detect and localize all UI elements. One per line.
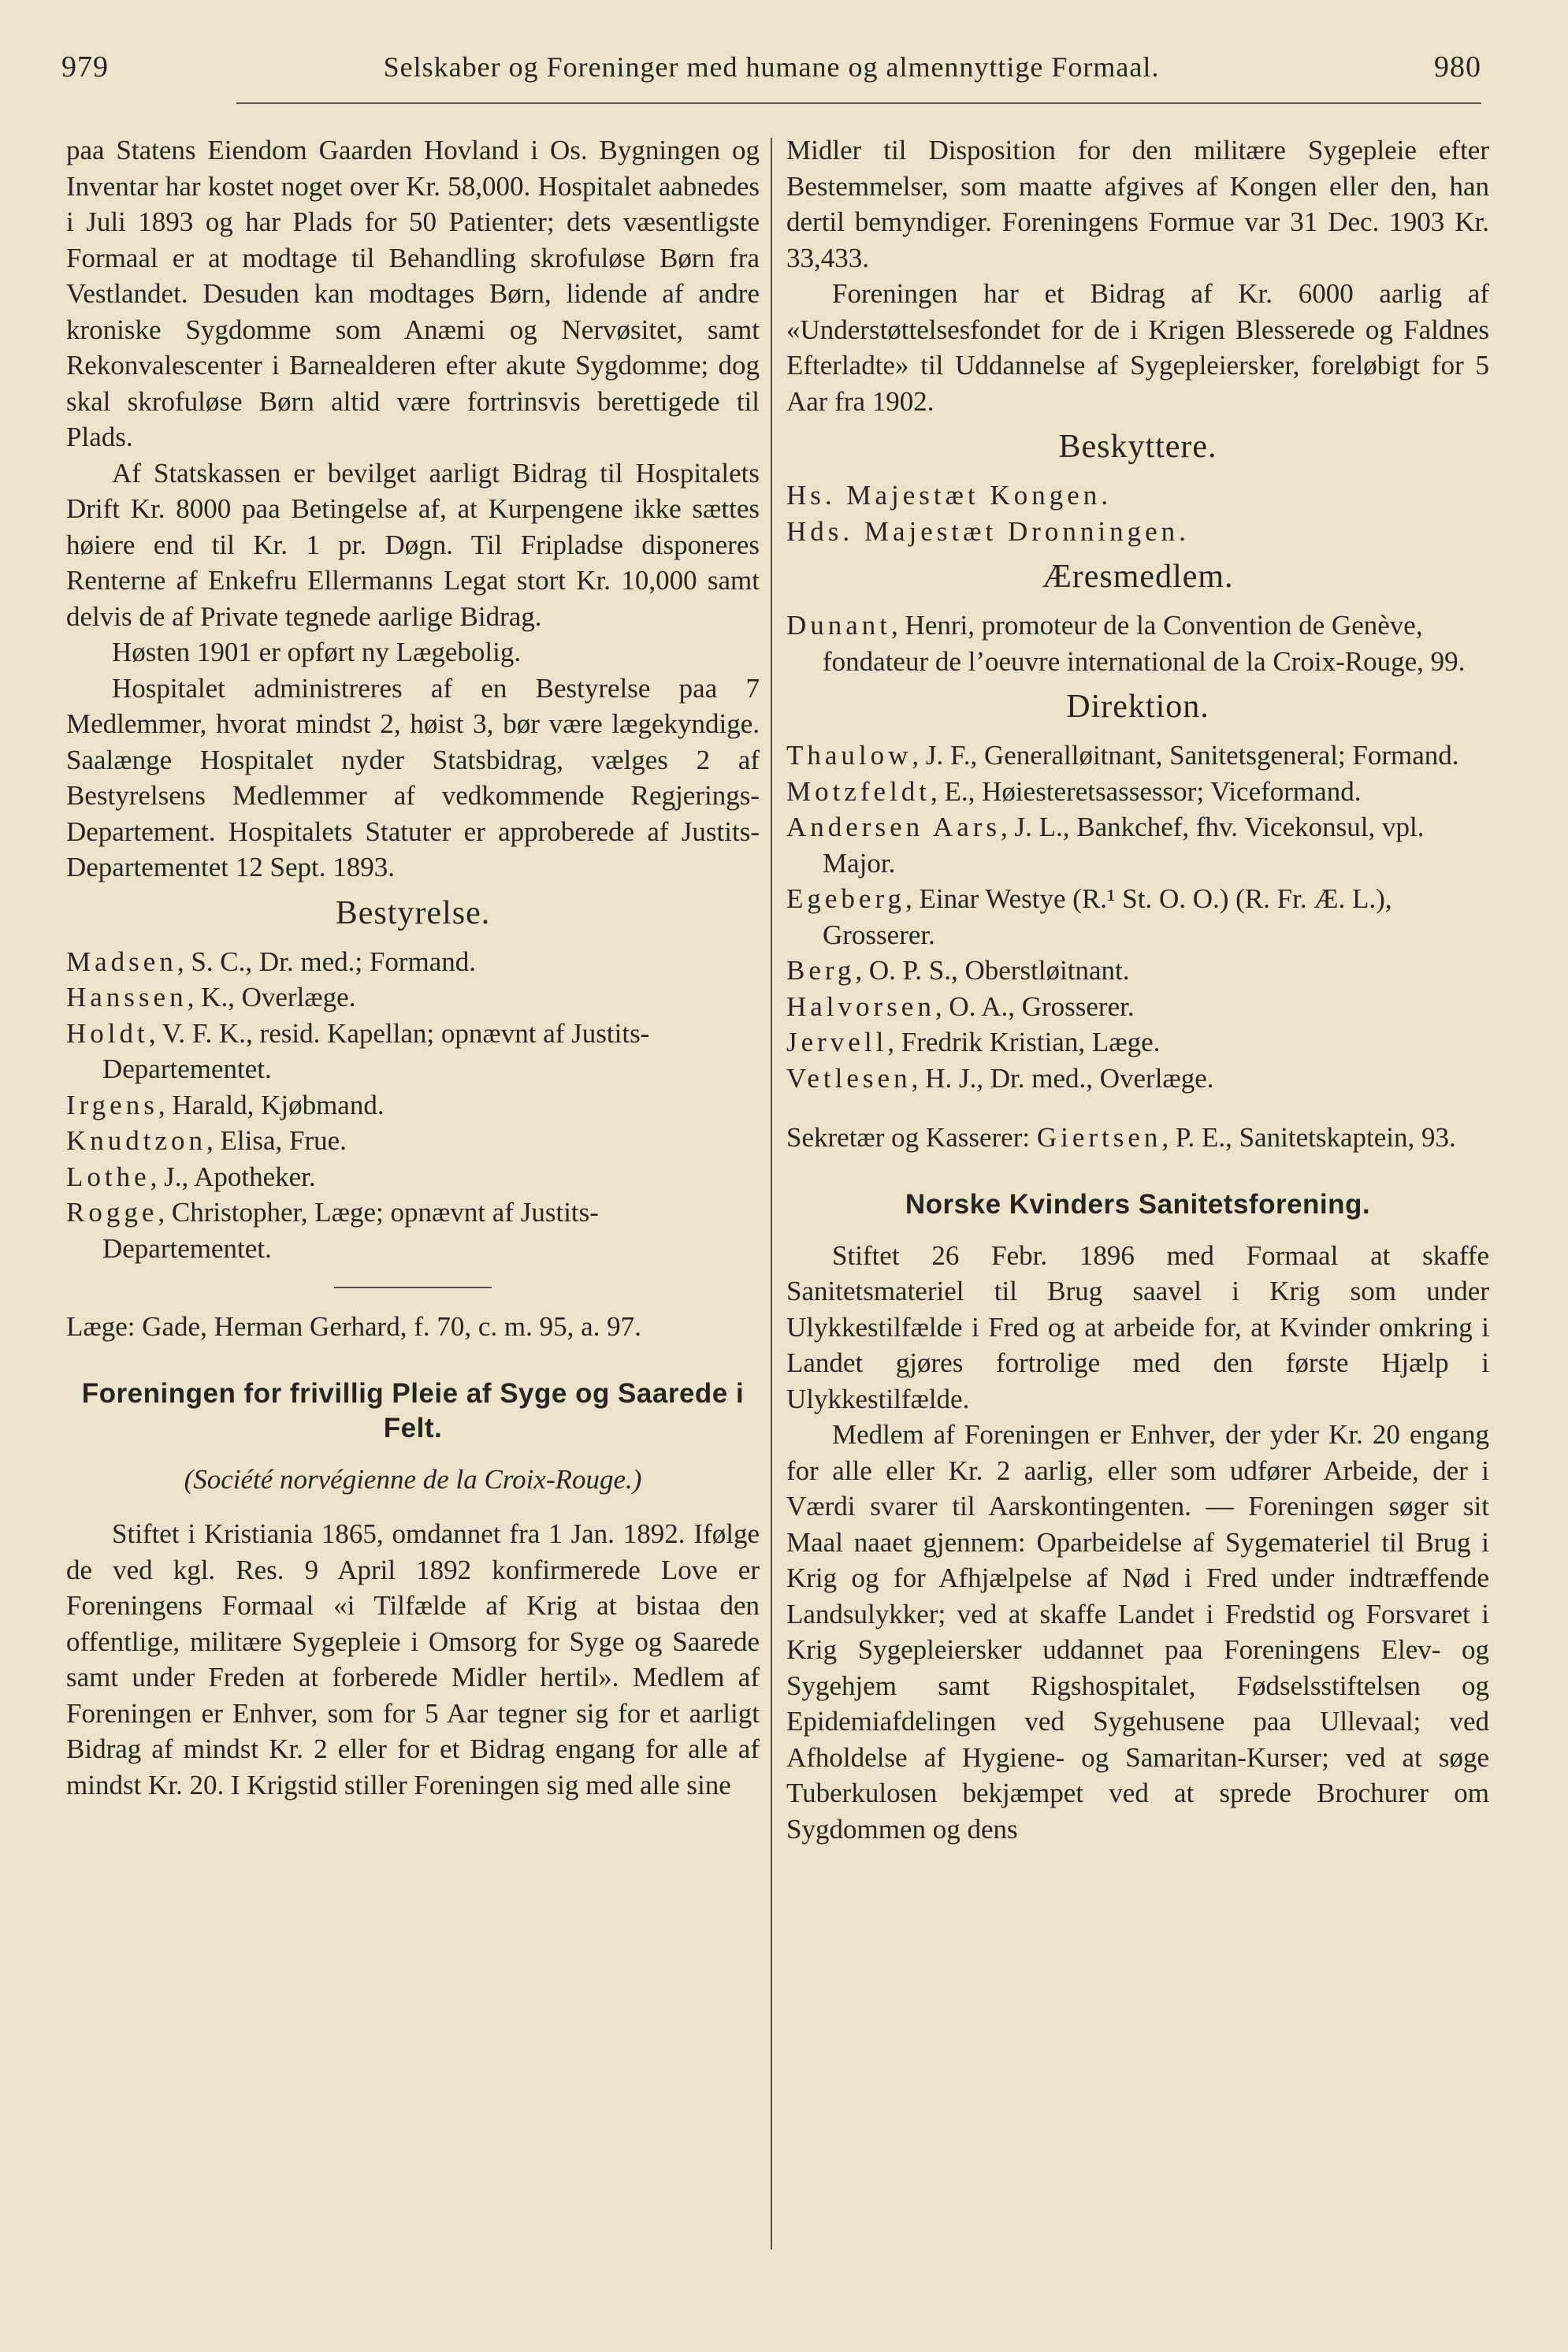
- section-heading-norske-kvinders: Norske Kvinders Sanitetsforening.: [905, 1188, 1371, 1220]
- member-name: Motzfeldt: [786, 775, 931, 807]
- member-name: Thaulow: [786, 740, 912, 771]
- list-item: [66, 1159, 760, 1195]
- left-column: [66, 132, 760, 1803]
- member-name: Berg: [786, 955, 856, 986]
- member-name: Rogge: [66, 1197, 158, 1228]
- paragraph: Midler til Disposition for den militære Sygepleie efter Bestemmelser, som maatte afgives af Kongen eller den, han dertil bemyndiger. Foreningens Formue var 31 Dec. 1903 Kr. 33,433.: [786, 135, 1489, 273]
- paragraph: Høsten 1901 er opført ny Lægebolig.: [112, 637, 522, 667]
- member-name: Halvorsen: [786, 990, 935, 1022]
- paragraph: Af Statskassen er bevilget aarligt Bidrag til Hospitalets Drift Kr. 8000 paa Betingelse af, at Kurpengene ikke sættes høiere end til Kr. 1 pr. Døgn. Til Fripladse disponeres Renterne af Enkefru Ellermanns Legat stort Kr. 10,000 samt delvis de af Private tegnede aarlige Bidrag.: [66, 457, 760, 632]
- member-details: , O. P. S., Oberstløitnant.: [855, 955, 1130, 986]
- member-details: , E., Høiesteretsassessor; Viceformand.: [931, 775, 1362, 807]
- list-item: [786, 1061, 1489, 1097]
- section-subtitle: (Société norvégienne de la Croix-Rouge.): [184, 1463, 642, 1495]
- member-details: , O. A., Grosserer.: [934, 990, 1135, 1022]
- member-details: , Henri, promoteur de la Convention de Genève, fondateur de l’oeuvre international de la Croix-Rouge, 99.: [823, 610, 1466, 677]
- section-rule: [334, 1287, 492, 1288]
- running-header: [61, 43, 1481, 91]
- member-name: Jervell: [786, 1027, 888, 1057]
- member-details: , P. E., Sanitetskaptein, 93.: [1161, 1122, 1456, 1153]
- page-number-left: 979: [61, 50, 109, 84]
- paragraph: Stiftet 26 Febr. 1896 med Formaal at skaffe Sanitetsmateriel til Brug saavel i Krig som under Ulykkestilfælde i Fred og at arbeide for, at Kvinder omkring i Landet gjøres fortrolige med den første Hjælp i Ulykkestilfælde.: [786, 1239, 1489, 1414]
- laege-entry: Læge: Gade, Herman Gerhard, f. 70, c. m. 95, a. 97.: [66, 1311, 641, 1342]
- bestyrelse-list: [66, 944, 760, 1267]
- member-details: , V. F. K., resid. Kapellan; opnævnt af Justits-Departementet.: [102, 1017, 650, 1084]
- spacer: [786, 1096, 1489, 1120]
- paragraph: Hospitalet administreres af en Bestyrelse paa 7 Medlemmer, hvorat mindst 2, høist 3, bør være lægekyndige. Saalænge Hospitalet nyder Statsbidrag, vælges 2 af Bestyrelsens Medlemmer af vedkommende Regjerings-Departement. Hospitalets Statuter er approberede af Justits-Departementet 12 Sept. 1893.: [66, 672, 760, 882]
- section-heading-beskyttere: Beskyttere.: [1058, 429, 1217, 465]
- member-name: Knudtzon: [66, 1125, 207, 1156]
- member-name: Lothe: [66, 1161, 150, 1192]
- list-item: [786, 809, 1489, 881]
- member-details: , J. F., Generalløitnant, Sanitetsgeneral; Formand.: [912, 740, 1459, 771]
- member-name: Hanssen: [66, 982, 188, 1013]
- paragraph: Medlem af Foreningen er Enhver, der yder Kr. 20 engang for alle eller Kr. 2 aarlig, eller som udfører Arbeide, der i Værdi svarer til Aarskontingenten. — Foreningen søger sit Maal naaet gjennem: Oparbeidelse af Sygemateriel til Brug i Krig og for Afhjælpelse af Nød i Fred under indtræffende Landsulykker; ved at skaffe Landet i Fredstid og Forsvaret i Krig Sygepleiersker uddannet paa Foreningens Elev- og Sygehjem samt Rigshospitalet, Fødselsstiftelsen og Epidemiafdelingen ved Sygehusene paa Ullevaal; ved Afholdelse af Hygiene- og Samaritan-Kurser; ved at søge Tuberkulosen bekjæmpet ved at sprede Brochurer om Sygdommen og dens: [786, 1419, 1489, 1845]
- list-item: Hs. Majestæt Kongen.: [786, 480, 1113, 511]
- list-item: [66, 1123, 760, 1159]
- member-details: , Fredrik Kristian, Læge.: [887, 1027, 1161, 1057]
- section-heading-direktion: Direktion.: [1066, 689, 1209, 725]
- sekretaer-label: Sekretær og Kasserer:: [786, 1122, 1037, 1153]
- member-details: , H. J., Dr. med., Overlæge.: [911, 1062, 1214, 1094]
- right-column: [786, 132, 1489, 1847]
- member-details: , Christopher, Læge; opnævnt af Justits-Departementet.: [102, 1197, 599, 1264]
- member-name: Giertsen: [1036, 1122, 1162, 1153]
- member-details: , Einar Westye (R.¹ St. O. O.) (R. Fr. Æ. L.), Grosserer.: [823, 883, 1392, 950]
- member-name: Madsen: [66, 946, 177, 977]
- list-item: [786, 608, 1489, 679]
- section-heading-aeresmedlem: Æresmedlem.: [1042, 559, 1234, 595]
- member-name: Vetlesen: [786, 1062, 912, 1094]
- page-number-right: 980: [1434, 50, 1481, 84]
- list-item: [786, 738, 1489, 774]
- list-item: [66, 1016, 760, 1087]
- member-details: , Elisa, Frue.: [206, 1125, 347, 1156]
- direktion-list: [786, 738, 1489, 1096]
- member-details: , Harald, Kjøbmand.: [158, 1089, 385, 1120]
- member-name: Holdt: [66, 1017, 149, 1049]
- list-item: Hds. Majestæt Dronningen.: [786, 515, 1190, 547]
- header-rule: [236, 102, 1481, 104]
- list-item: [66, 1087, 760, 1124]
- list-item: [786, 774, 1489, 810]
- section-heading-bestyrelse: Bestyrelse.: [335, 894, 491, 931]
- member-name: Andersen Aars: [786, 812, 1001, 842]
- list-item: [66, 979, 760, 1016]
- paragraph: Foreningen har et Bidrag af Kr. 6000 aarlig af «Understøttelsesfondet for de i Krigen Blesserede og Faldnes Efterladte» til Uddannelse af Sygepleiersker, foreløbigt for 5 Aar fra 1902.: [786, 278, 1489, 417]
- list-item: [786, 953, 1489, 989]
- list-item: [786, 989, 1489, 1025]
- list-item: [786, 881, 1489, 953]
- list-item: [66, 944, 760, 980]
- member-details: , S. C., Dr. med.; Formand.: [176, 946, 476, 977]
- member-name: Irgens: [66, 1089, 158, 1120]
- paragraph: Stiftet i Kristiania 1865, omdannet fra 1 Jan. 1892. Ifølge de ved kgl. Res. 9 April 1892 konfirmerede Love er Foreningens Formaal «i Tilfælde af Krig at bistaa den offentlige, militære Sygepleie i Omsorg for Syge og Saarede samt under Freden at forberede Midler hertil». Medlem af Foreningen er Enhver, som for 5 Aar tegner sig for et aarligt Bidrag af mindst Kr. 2 eller for et Bidrag engang for alle af mindst Kr. 20. I Krigstid stiller Foreningen sig med alle sine: [66, 1518, 760, 1800]
- paragraph: paa Statens Eiendom Gaarden Hovland i Os. Bygningen og Inventar har kostet noget over Kr. 58,000. Hospitalet aabnedes i Juli 1893 og har Plads for 50 Patienter; dets væsentligste Formaal er at modtage til Behandling skrofuløse Børn fra Vestlandet. Desuden kan modtages Børn, lidende af andre kroniske Sygdomme som Anæmi og Nervøsitet, samt Rekonvalescenter i Barnealderen efter akute Sygdomme; dog skal skrofuløse Børn altid være fortrinsvis berettigede til Plads.: [66, 135, 760, 452]
- list-item: [786, 1024, 1489, 1061]
- member-details: , K., Overlæge.: [187, 982, 356, 1013]
- section-heading-foreningen: Foreningen for frivillig Pleie af Syge og Saarede i Felt.: [81, 1377, 745, 1444]
- sekretaer-entry: [786, 1120, 1489, 1156]
- list-item: [66, 1195, 760, 1266]
- member-details: , J. L., Bankchef, fhv. Vicekonsul, vpl. Major.: [823, 812, 1425, 879]
- member-details: , J., Apotheker.: [150, 1161, 316, 1192]
- member-name: Egeberg: [786, 883, 905, 914]
- running-title: Selskaber og Foreninger med humane og almennyttige Formaal.: [383, 51, 1160, 83]
- member-name: Dunant: [786, 610, 892, 641]
- column-divider: [771, 138, 772, 2250]
